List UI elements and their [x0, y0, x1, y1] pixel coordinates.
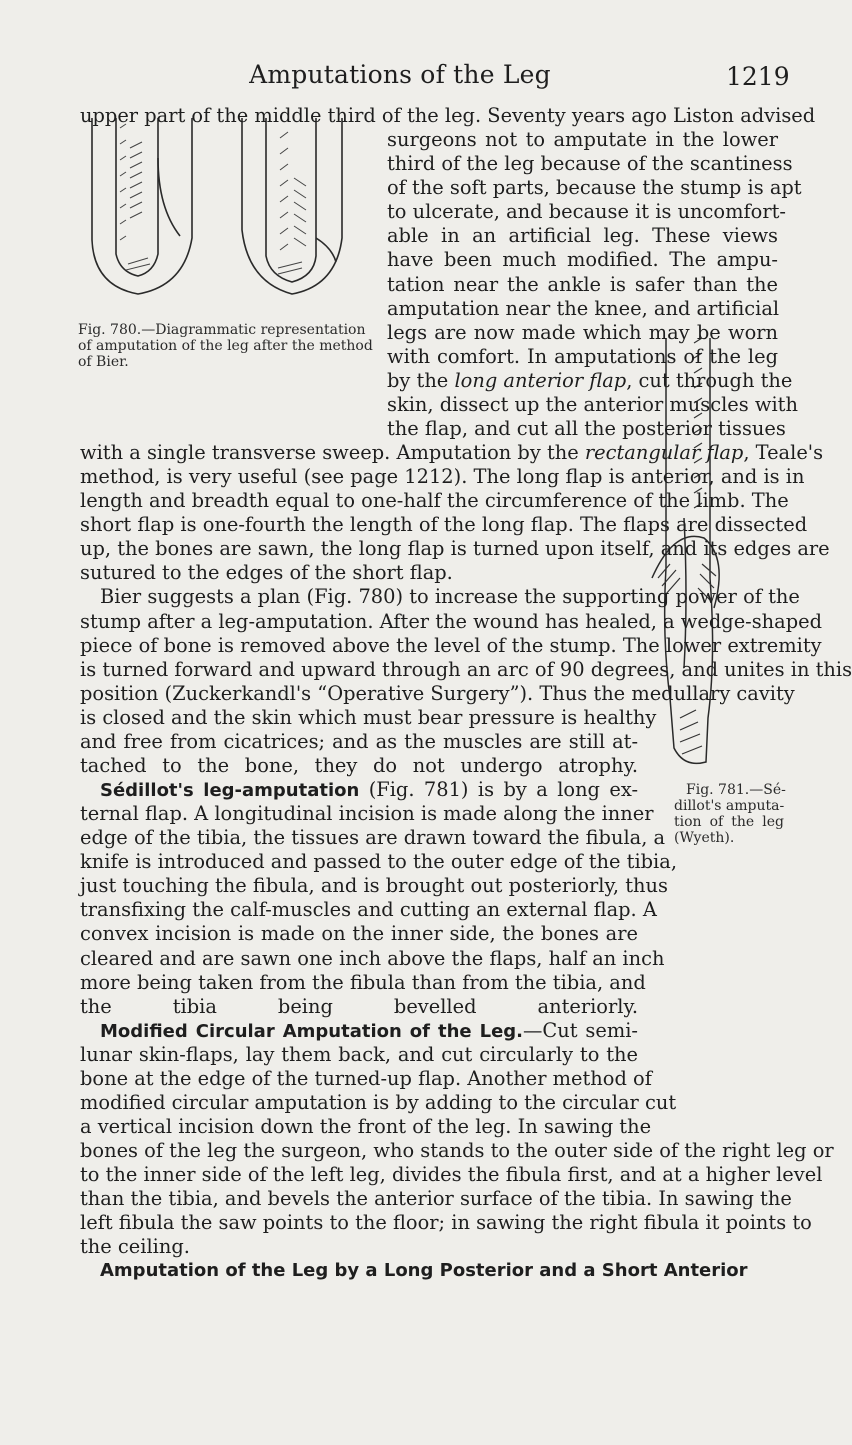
- text-line: [80, 465, 805, 489]
- text-line: [100, 1019, 638, 1044]
- text-run: and free from cicatrices; and as the muscles are still at-: [80, 729, 638, 753]
- text-line: [80, 1187, 792, 1211]
- text-run: is closed and the skin which must bear pressure is healthy: [80, 705, 657, 729]
- text-run: tached to the bone, they do not undergo atrophy.: [80, 753, 638, 777]
- text-run: third of the leg because of the scantiness: [387, 152, 793, 176]
- text-line: [100, 1259, 778, 1283]
- text-line: [387, 368, 793, 393]
- text-run: by the: [387, 368, 455, 392]
- text-line: [80, 898, 657, 922]
- text-run: (Fig. 781) is by a long ex-: [359, 778, 638, 801]
- text-run: —Cut semi-: [523, 1018, 638, 1042]
- text-run: sutured to the edges of the short flap.: [80, 561, 453, 585]
- text-line: [387, 224, 778, 248]
- text-line: [80, 657, 852, 682]
- text-line: [80, 850, 677, 874]
- text-line: [80, 441, 824, 465]
- text-run: more being taken from the fibula than from the tibia, and: [80, 970, 646, 994]
- text-line: [80, 970, 646, 995]
- text-run: skin, dissect up the anterior muscles with: [387, 392, 798, 416]
- text-run: ternal flap. A longitudinal incision is made along the inner: [80, 802, 654, 825]
- text-line: [80, 633, 822, 658]
- text-line: [387, 416, 786, 441]
- text-run: to ulcerate, and because it is uncomfort-: [387, 200, 786, 224]
- text-line: [100, 778, 638, 803]
- text-line: [387, 321, 778, 345]
- text-line: [387, 392, 798, 417]
- text-run: Amputation of the Leg by a Long Posterior and a Short Anterior: [100, 1260, 748, 1282]
- text-run: able in an artificial leg. These views: [387, 224, 778, 248]
- text-run: legs are now made which may be worn: [387, 320, 778, 344]
- text-line: [387, 345, 778, 369]
- text-run: amputation near the knee, and artificial: [387, 296, 780, 320]
- text-line: [80, 995, 638, 1019]
- text-line: [80, 1043, 638, 1067]
- text-line: [80, 826, 666, 850]
- text-line: [80, 609, 823, 634]
- text-line: [80, 922, 638, 946]
- text-line: [387, 176, 802, 200]
- running-head: Amputations of the Leg: [249, 60, 551, 89]
- text-run: edge of the tibia, the tissues are drawn toward the fibula, a: [80, 826, 666, 850]
- text-line: [80, 1114, 652, 1139]
- text-run: to the inner side of the left leg, divides the fibula first, and at a higher level: [80, 1163, 823, 1187]
- text-run: the tibia being bevelled anteriorly.: [80, 994, 638, 1018]
- text-run: the ceiling.: [80, 1235, 190, 1259]
- text-run: , cut through the: [626, 368, 793, 392]
- text-line: [387, 273, 778, 297]
- fig-780-caption: [78, 322, 373, 370]
- text-line: [387, 297, 778, 321]
- text-line: [80, 681, 795, 706]
- text-run: position (Zuckerkandl's “Operative Surgery”). Thus the medullary cavity: [80, 681, 795, 705]
- fig-781-caption: [674, 782, 784, 846]
- text-line: [387, 152, 793, 176]
- text-line: [80, 1163, 823, 1187]
- text-line: [80, 513, 808, 537]
- text-run: Sédillot's leg-amputation: [100, 780, 360, 801]
- text-run: the flap, and cut all the posterior tissues: [387, 416, 786, 440]
- text-run: than the tibia, and bevels the anterior surface of the tibia. In sawing the: [80, 1187, 792, 1211]
- caption-line: Fig. 780.—Diagrammatic representation: [78, 322, 366, 338]
- text-line: [80, 1066, 652, 1091]
- text-run: have been much modified. The ampu-: [387, 248, 778, 272]
- fig-780-illustration: [80, 118, 370, 320]
- caption-line: Fig. 781.—Sé-: [686, 782, 786, 798]
- text-run: modified circular amputation is by adding to the circular cut: [80, 1090, 677, 1114]
- text-run: with comfort. In amputations of the leg: [387, 344, 778, 368]
- text-line: [100, 585, 800, 609]
- text-run: cleared and are sawn one inch above the flaps, half an inch: [80, 946, 665, 970]
- text-run: Modified Circular Amputation of the Leg.: [100, 1020, 524, 1042]
- text-run: Bier suggests a plan (Fig. 780) to increase the supporting power of the: [100, 585, 800, 609]
- caption-line: (Wyeth).: [674, 830, 735, 846]
- text-run: , Teale's: [743, 441, 824, 464]
- text-line: [387, 128, 778, 152]
- text-run: lunar skin-flaps, lay them back, and cut circularly to the: [80, 1042, 638, 1066]
- text-line: [387, 248, 778, 272]
- text-line: [80, 489, 789, 513]
- page-number: 1219: [726, 62, 790, 91]
- text-run: method, is very useful (see page 1212). The long flap is anterior, and is in: [80, 465, 805, 489]
- text-run: short flap is one-fourth the length of the long flap. The flaps are dissected: [80, 513, 808, 537]
- text-run: bones of the leg the surgeon, who stands to the outer side of the right leg or: [80, 1139, 834, 1162]
- text-line: [80, 802, 654, 826]
- text-run: upper part of the middle third of the leg. Seventy years ago Liston advised: [80, 104, 816, 127]
- caption-line: tion of the leg: [674, 814, 784, 830]
- text-line: [80, 730, 638, 754]
- text-line: [80, 1235, 778, 1259]
- caption-line: of Bier.: [78, 354, 129, 370]
- text-line: [80, 946, 665, 971]
- text-line: [80, 561, 778, 585]
- text-run: a vertical incision down the front of the leg. In sawing the: [80, 1114, 652, 1138]
- text-line: [80, 1139, 834, 1163]
- text-line: [80, 537, 830, 561]
- text-run: piece of bone is removed above the level of the stump. The lower extremity: [80, 633, 822, 657]
- text-run: transfixing the calf-muscles and cutting an external flap. A: [80, 898, 657, 922]
- text-run: surgeons not to amputate in the lower: [387, 128, 778, 152]
- text-run: of the soft parts, because the stump is apt: [387, 176, 802, 200]
- text-run: length and breadth equal to one-half the circumference of the limb. The: [80, 489, 789, 513]
- text-run: left fibula the saw points to the floor; in sawing the right fibula it points to: [80, 1211, 812, 1235]
- text-run: knife is introduced and passed to the outer edge of the tibia,: [80, 850, 677, 874]
- text-run: with a single transverse sweep. Amputation by the: [80, 441, 585, 464]
- text-run: tation near the ankle is safer than the: [387, 272, 778, 296]
- text-line: [80, 104, 816, 128]
- text-line: [80, 754, 638, 778]
- text-line: [80, 1090, 677, 1115]
- text-run: convex incision is made on the inner side, the bones are: [80, 922, 638, 946]
- text-run: stump after a leg-amputation. After the wound has healed, a wedge-shaped: [80, 609, 823, 633]
- text-run: is turned forward and upward through an arc of 90 degrees, and unites in this: [80, 657, 852, 681]
- text-run: just touching the fibula, and is brought out posteriorly, thus: [80, 874, 668, 898]
- text-line: [80, 874, 668, 898]
- text-run: rectangular flap: [584, 441, 744, 464]
- caption-line: dillot's amputa-: [674, 798, 785, 814]
- text-line: [80, 1211, 812, 1235]
- text-line: [80, 705, 657, 730]
- text-run: bone at the edge of the turned-up flap. Another method of: [80, 1066, 652, 1090]
- caption-line: of amputation of the leg after the method: [78, 338, 373, 354]
- text-run: long anterior flap: [454, 368, 627, 392]
- text-run: up, the bones are sawn, the long flap is turned upon itself, and its edges are: [80, 537, 830, 561]
- text-line: [387, 200, 786, 224]
